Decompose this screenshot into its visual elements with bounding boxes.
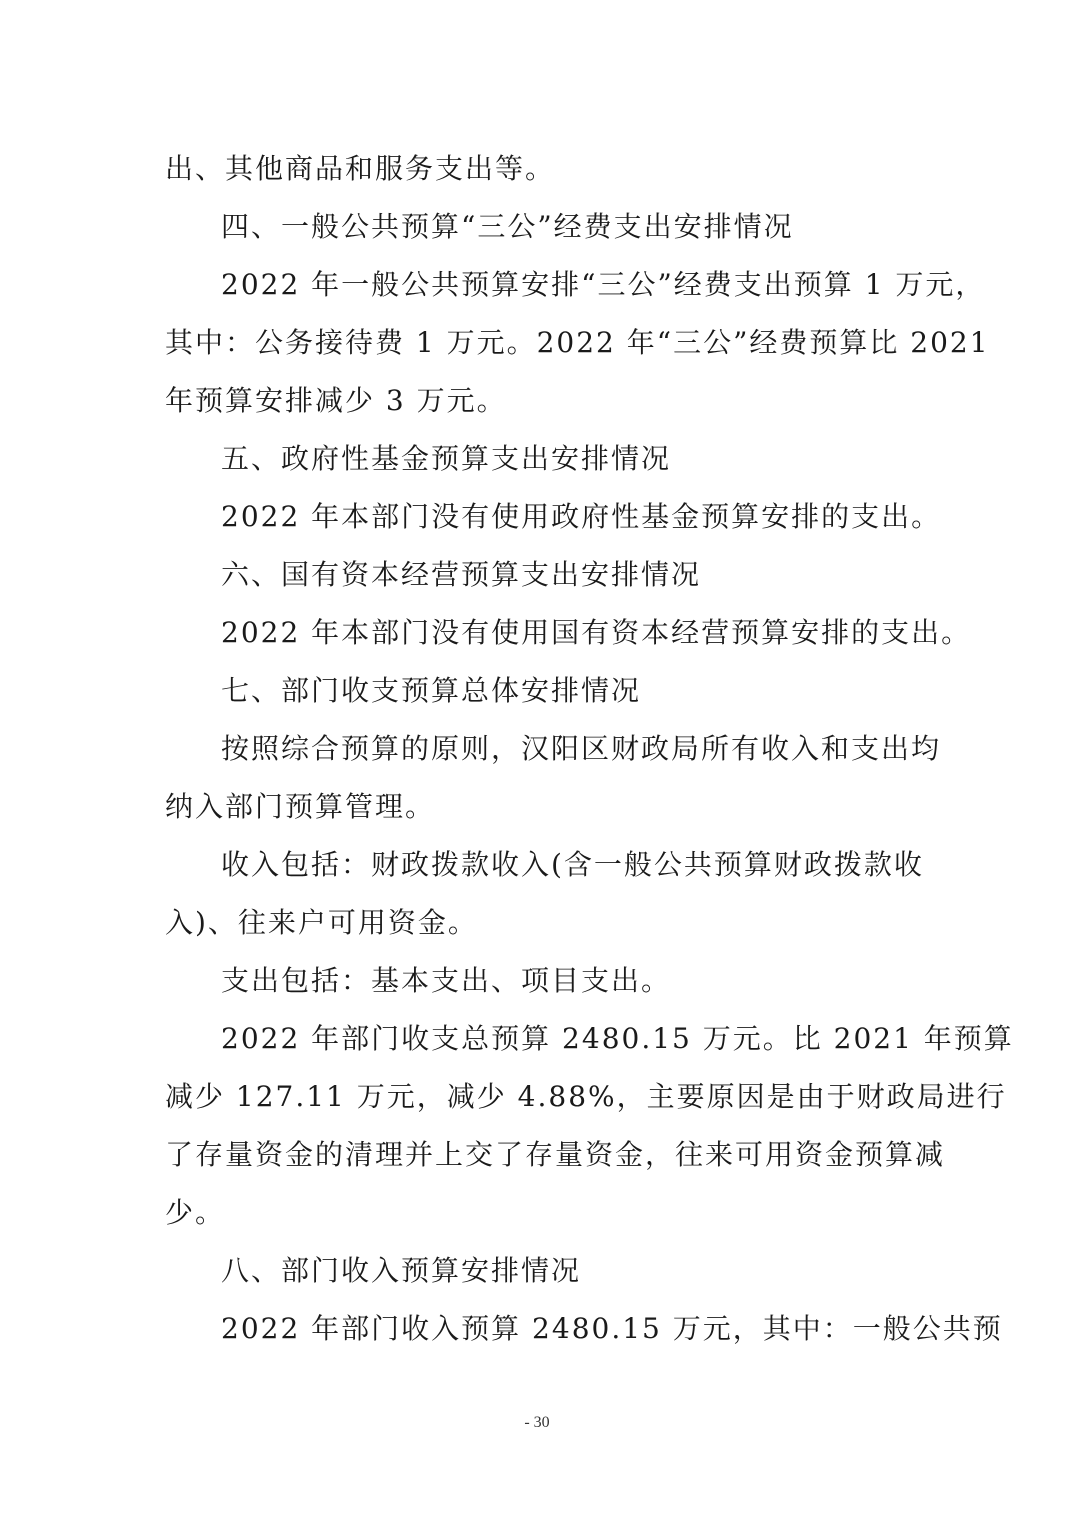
page-number: - 30	[524, 1414, 550, 1431]
document-body	[165, 140, 1014, 1358]
paragraph-line: 其中：公务接待费 1 万元。2022 年“三公”经费预算比 2021	[165, 326, 990, 359]
paragraph-line: 出、其他商品和服务支出等。	[165, 152, 556, 185]
paragraph-line: 2022 年本部门没有使用政府性基金预算安排的支出。	[221, 500, 942, 533]
paragraph-line: 少。	[165, 1196, 226, 1229]
section-heading-8: 八、部门收入预算安排情况	[221, 1254, 582, 1287]
paragraph-line: 支出包括：基本支出、项目支出。	[221, 964, 672, 997]
paragraph-line: 2022 年部门收支总预算 2480.15 万元。比 2021 年预算	[221, 1022, 1014, 1055]
paragraph-line: 减少 127.11 万元，减少 4.88%，主要原因是由于财政局进行	[165, 1080, 1007, 1113]
section-heading-6: 六、国有资本经营预算支出安排情况	[221, 558, 702, 591]
paragraph-line: 按照综合预算的原则，汉阳区财政局所有收入和支出均	[221, 732, 942, 765]
paragraph-line: 2022 年一般公共预算安排“三公”经费支出预算 1 万元，	[221, 268, 986, 301]
paragraph-line: 入)、往来户可用资金。	[165, 906, 478, 939]
paragraph-line: 收入包括：财政拨款收入(含一般公共预算财政拨款收	[221, 848, 924, 881]
section-heading-4: 四、一般公共预算“三公”经费支出安排情况	[221, 210, 794, 243]
paragraph-line: 纳入部门预算管理。	[165, 790, 436, 823]
paragraph-line: 年预算安排减少 3 万元。	[165, 384, 507, 417]
paragraph-line: 2022 年本部门没有使用国有资本经营预算安排的支出。	[221, 616, 972, 649]
paragraph-line: 了存量资金的清理并上交了存量资金，往来可用资金预算减	[165, 1138, 946, 1171]
section-heading-7: 七、部门收支预算总体安排情况	[221, 674, 642, 707]
paragraph-line: 2022 年部门收入预算 2480.15 万元，其中：一般公共预	[221, 1312, 1003, 1345]
section-heading-5: 五、政府性基金预算支出安排情况	[221, 442, 672, 475]
